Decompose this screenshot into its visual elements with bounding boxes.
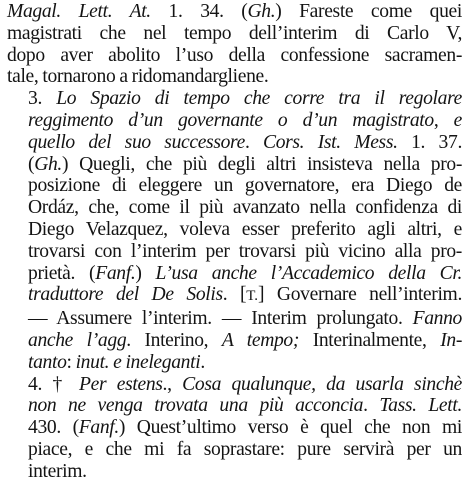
text-segment: — Assumere l’interim. — Interim prolungato. xyxy=(28,308,413,330)
text-line xyxy=(7,284,462,308)
text-segment: . xyxy=(244,131,263,153)
italic-text: Cosa qualunque, da usarla sinchè xyxy=(182,373,463,395)
italic-text: Lo Spazio di tempo che corre tra il regolare xyxy=(56,88,462,110)
text-line xyxy=(7,66,462,88)
text-segment: . xyxy=(200,351,205,373)
italic-text: non ne venga trovata una più acconcia xyxy=(28,395,364,417)
text-segment: . [ xyxy=(222,284,247,306)
text-segment: 4. † xyxy=(28,373,80,395)
italic-text: A tempo; xyxy=(221,329,300,351)
text-line xyxy=(7,461,462,483)
italic-text: reggimento d’un governante o d’un magistrato xyxy=(28,109,434,131)
italic-text: Fanno xyxy=(412,308,462,330)
text-segment: . xyxy=(363,395,380,417)
text-line xyxy=(7,88,462,110)
text-line xyxy=(7,241,462,263)
text-segment: ) xyxy=(135,262,156,284)
text-segment: Diego Velazquez, voleva esser preferito agli altri, e xyxy=(28,218,462,240)
text-line xyxy=(7,154,462,176)
text-segment: 430. ( xyxy=(28,417,79,439)
text-segment: dopo aver abolito l’uso della confessione sacramen- xyxy=(7,44,462,66)
text-line xyxy=(7,1,462,23)
text-segment: T. xyxy=(246,288,259,305)
text-segment: : xyxy=(66,351,76,373)
text-segment: interim. xyxy=(28,460,87,482)
text-segment: Interinalmente, xyxy=(299,329,441,351)
text-segment: ( xyxy=(28,153,35,175)
italic-text: quello del suo successore xyxy=(28,131,245,153)
italic-text: tanto xyxy=(28,351,67,373)
text-line xyxy=(7,417,462,439)
text-line xyxy=(7,263,462,285)
text-line xyxy=(7,45,462,67)
text-segment: piace, e che mi fa soprastare: pure servirà per un xyxy=(28,438,462,460)
text-line xyxy=(7,395,462,417)
italic-text: inut. e ineleganti xyxy=(75,351,201,373)
text-line xyxy=(7,197,462,219)
italic-text: Fanf. xyxy=(78,417,119,439)
text-line xyxy=(7,308,462,330)
text-segment: , xyxy=(433,109,454,131)
italic-text: e xyxy=(453,109,462,131)
italic-text: Per estens xyxy=(79,373,163,395)
italic-text: Cors. Ist. Mess. xyxy=(262,131,398,153)
text-segment: ) Fareste come quei xyxy=(275,1,462,22)
text-segment: . Interino, xyxy=(126,329,222,351)
text-segment: posizione di eleggere un governatore, era Diego de xyxy=(28,175,462,197)
italic-text: In- xyxy=(440,329,463,351)
text-line xyxy=(7,374,462,396)
italic-text: Magal. Lett. At. xyxy=(7,1,151,22)
text-line xyxy=(7,330,462,352)
text-segment: ] Governare nell’interim. xyxy=(258,284,462,306)
text-line xyxy=(7,219,462,241)
text-line xyxy=(7,132,462,154)
text-line xyxy=(7,352,462,374)
text-segment: Ordáz, che, come il più avanzato nella confidenza di xyxy=(28,197,462,219)
entry-paragraph-p2 xyxy=(7,88,462,373)
italic-text: L’usa anche l’Accademico della Cr. xyxy=(155,262,462,284)
text-segment: magistrati che nel tempo dell’interim di Carlo V, xyxy=(7,22,462,44)
text-segment: 3. xyxy=(28,88,57,110)
text-line xyxy=(7,439,462,461)
italic-text: Gh. xyxy=(34,153,62,175)
italic-text: traduttore del De Solis xyxy=(28,284,223,306)
entry-paragraph-p1 xyxy=(7,1,462,88)
entry-paragraph-p3 xyxy=(7,374,462,483)
italic-text: Gh. xyxy=(247,1,276,22)
text-segment: trovarsi con l’interim per trovarsi più vicino alla pro- xyxy=(28,240,462,262)
text-segment: ., xyxy=(162,373,183,395)
italic-text: Tass. Lett. xyxy=(379,395,463,417)
text-line xyxy=(7,110,462,132)
text-segment: 1. 37. xyxy=(397,131,463,153)
text-segment: ) Quegli, che più degli altri insisteva nella pro- xyxy=(61,153,462,175)
italic-text: Fanf. xyxy=(95,262,136,284)
text-segment: tale, tornarono a ridomandargliene. xyxy=(7,66,269,88)
text-segment: prietà. ( xyxy=(28,262,96,284)
text-line xyxy=(7,175,462,197)
text-segment: 1. 34. ( xyxy=(150,1,248,22)
text-segment: ) Quest’ultimo verso è quel che non mi xyxy=(118,417,462,439)
italic-text: anche l’agg xyxy=(28,329,127,351)
text-line xyxy=(7,23,462,45)
